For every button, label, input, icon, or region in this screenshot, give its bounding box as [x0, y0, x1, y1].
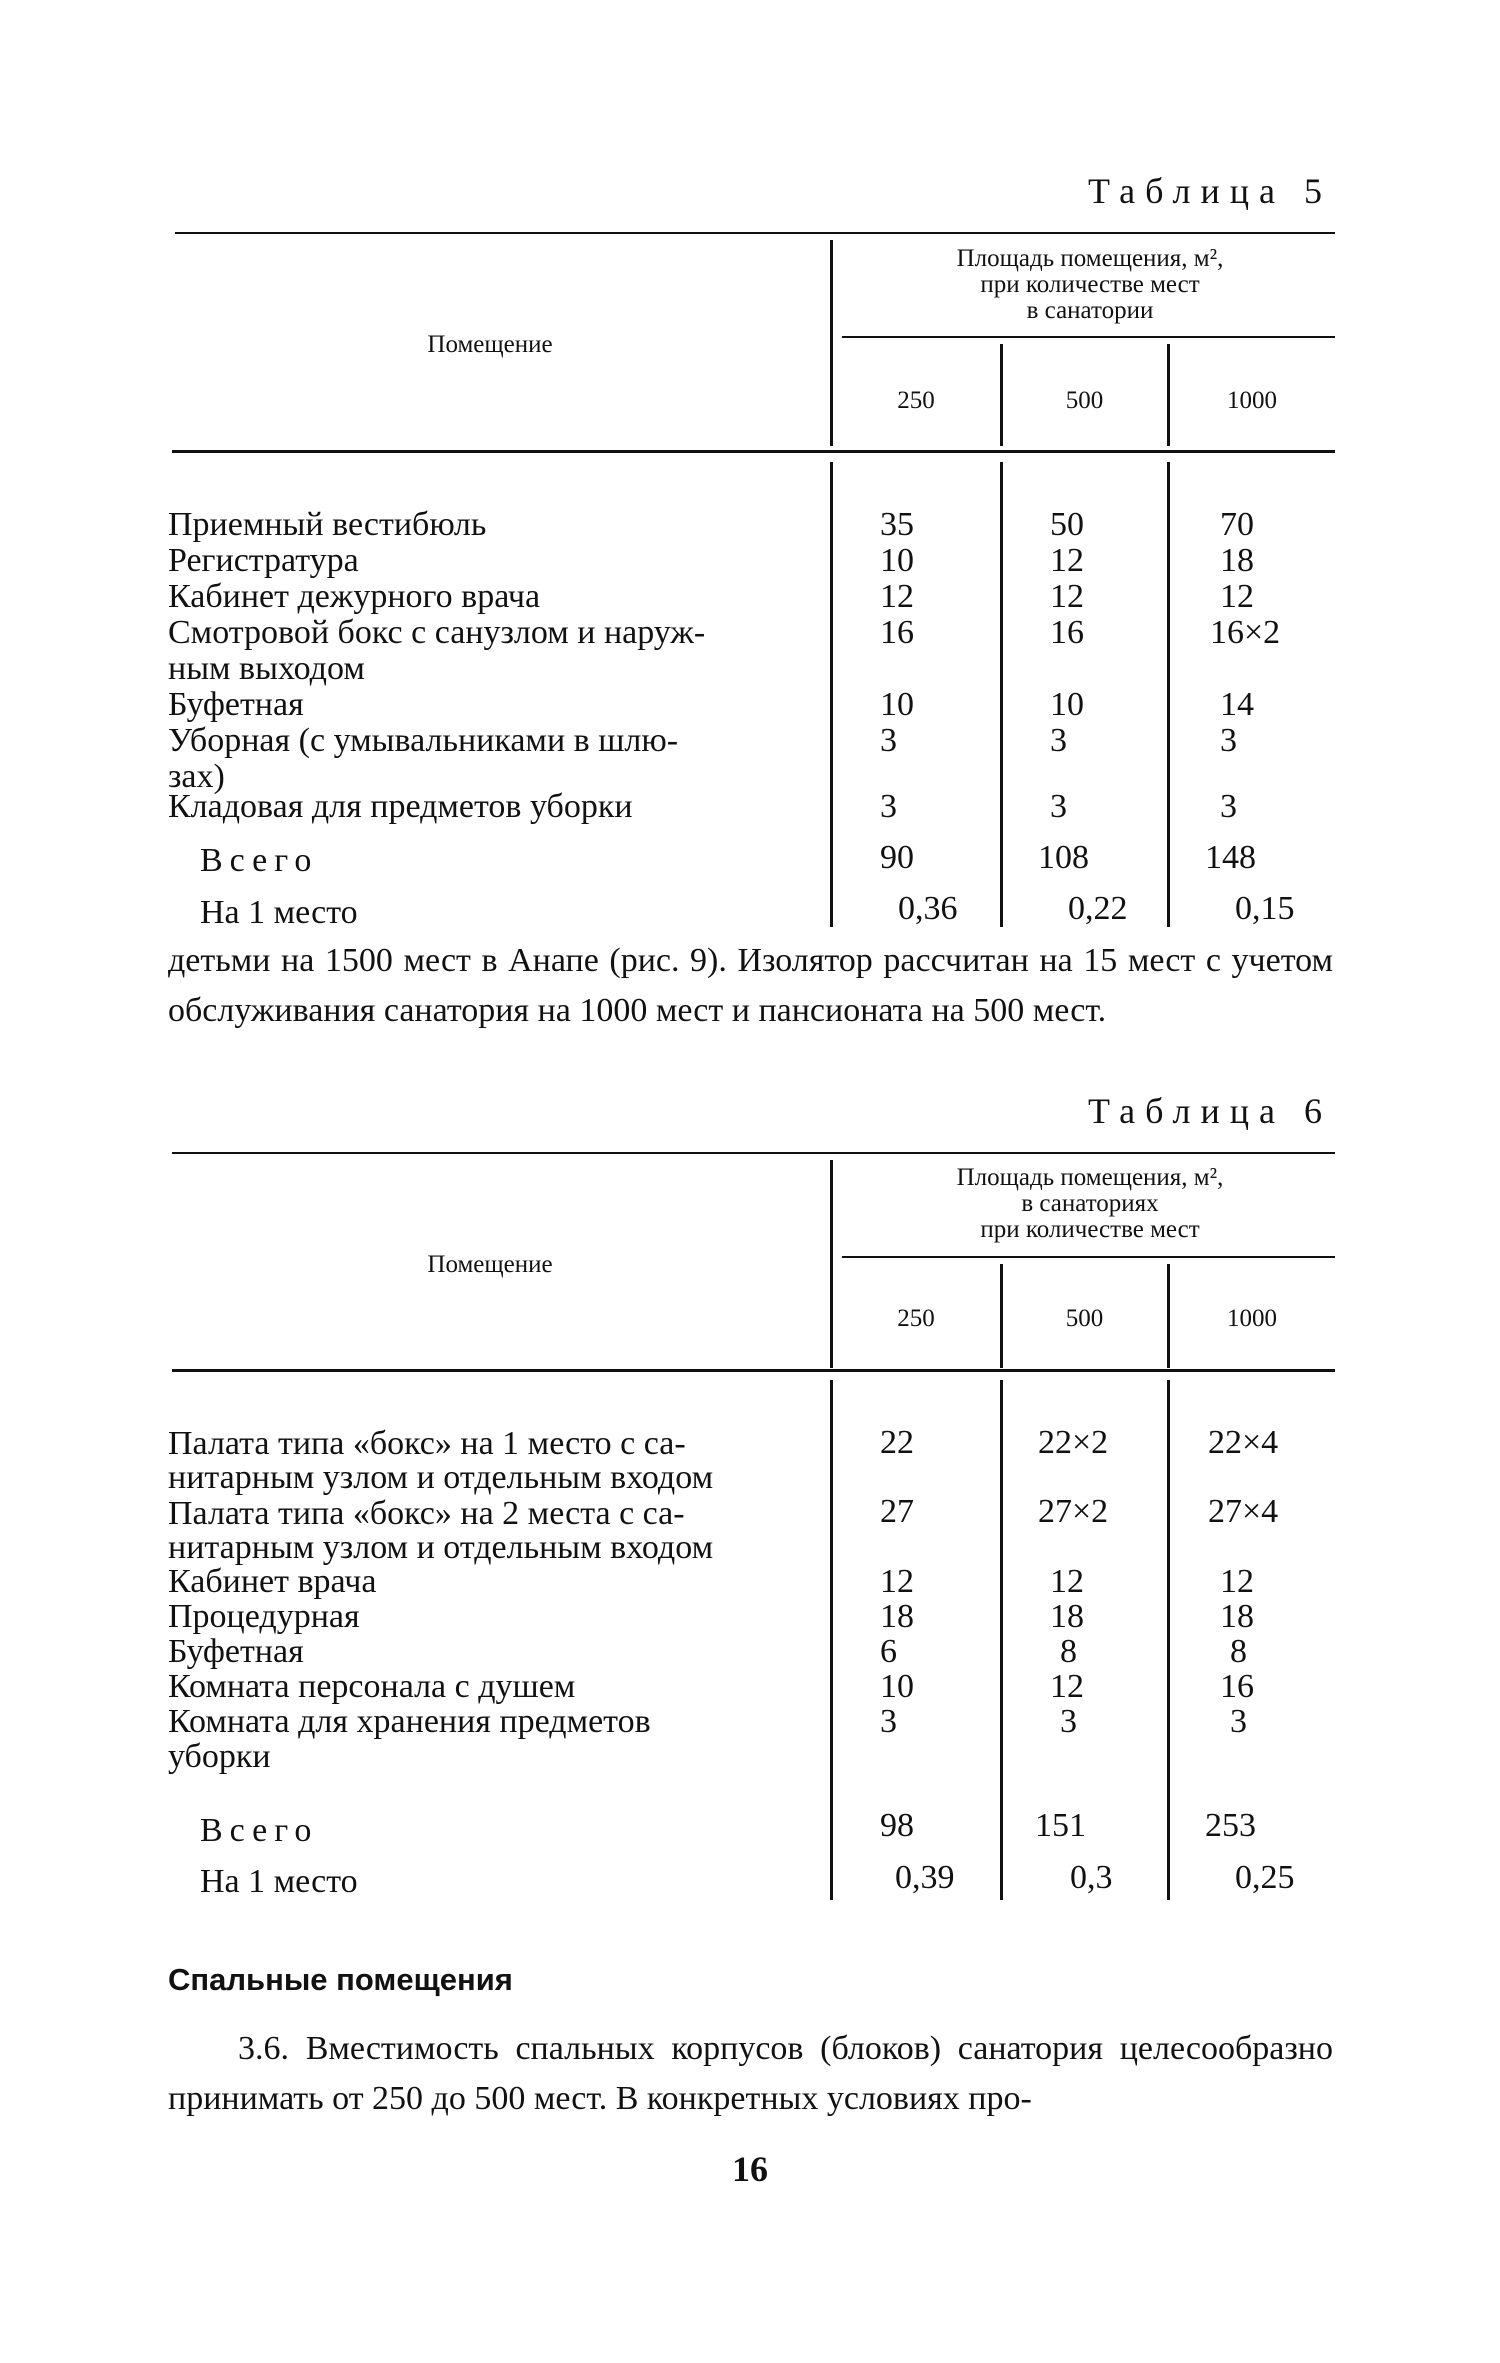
table-6-cell: 12: [880, 1563, 914, 1600]
table-6-header-area: Площадь помещения, м², в санаториях при количестве мест: [956, 1164, 1224, 1243]
table-5-cell: 16: [880, 614, 914, 651]
table-5-row-label: Регистратура: [168, 542, 359, 579]
table-5-cell: 18: [1220, 542, 1254, 579]
table-6-cell: 22×2: [1038, 1424, 1109, 1461]
section-heading: Спальные помещения: [168, 1962, 513, 1997]
table-5-cell: 50: [1050, 506, 1084, 543]
table-6-title: Таблица 6: [1088, 1091, 1332, 1131]
table-5-cell: 10: [880, 542, 914, 579]
table-6-cell: 22×4: [1208, 1424, 1279, 1461]
table-6-per-place-cell: 0,39: [895, 1859, 955, 1896]
table-5-per-place-label: На 1 место: [200, 894, 358, 931]
table-6-body-col-divider-2: [1167, 1380, 1170, 1900]
table-6-total-label: Всего: [200, 1812, 319, 1849]
table-6-row-label: нитарным узлом и отдельным входом: [168, 1529, 714, 1566]
table-6-cell: 12: [1050, 1563, 1084, 1600]
table-6-total-cell: 98: [880, 1807, 914, 1844]
table-6-cell: 22: [880, 1424, 914, 1461]
table-5-row-label: Буфетная: [168, 686, 304, 723]
table-5-row-label: зах): [168, 758, 225, 795]
table-5-col-250: 250: [897, 387, 935, 414]
table-6-col-1000: 1000: [1227, 1305, 1277, 1332]
table-5-header-room: Помещение: [427, 331, 553, 358]
table-5-header-rule: [172, 450, 1335, 453]
table-5-cell: 16×2: [1210, 614, 1281, 651]
table-6-header-rule: [172, 1369, 1335, 1372]
table-6-row-label: уборки: [168, 1738, 271, 1775]
table-6-header-room: Помещение: [427, 1251, 553, 1278]
table-6-total-cell: 151: [1035, 1807, 1086, 1844]
table-6-total-cell: 253: [1205, 1807, 1256, 1844]
table-5-cell: 3: [1050, 788, 1067, 825]
table-5-cell: 3: [880, 788, 897, 825]
table-6-row-label: нитарным узлом и отдельным входом: [168, 1459, 714, 1496]
table-5-subheader-rule: [842, 336, 1335, 338]
table-5-header-divider: [830, 240, 833, 446]
table-6-row-label: Палата типа «бокс» на 1 место с са-: [168, 1425, 686, 1462]
table-6-per-place-label: На 1 место: [200, 1863, 358, 1900]
table-5-header-area: Площадь помещения, м², при количестве мест в санатории: [956, 245, 1224, 324]
table-5-cell: 12: [880, 578, 914, 615]
table-6-row-label: Процедурная: [168, 1598, 360, 1635]
table-6-cell: 3: [1060, 1703, 1077, 1740]
body-paragraph: детьми на 1500 мест в Анапе (рис. 9). Изолятор рассчитан на 15 мест с учетом обслуживания санатория на 1000 мест и пансионата на 500 мест.: [168, 942, 1333, 1029]
table-5-cell: 16: [1050, 614, 1084, 651]
page-number: 16: [732, 2149, 768, 2189]
table-6-cell: 27: [880, 1493, 914, 1530]
table-5-cell: 12: [1050, 578, 1084, 615]
table-6-cell: 18: [1050, 1598, 1084, 1635]
table-6-row-label: Комната персонала с душем: [168, 1668, 576, 1705]
table-5-per-place-cell: 0,22: [1068, 890, 1128, 927]
table-6-col-250: 250: [897, 1305, 935, 1332]
table-6-row-label: Палата типа «бокс» на 2 места с са-: [168, 1495, 685, 1532]
table-6-cell: 27×4: [1208, 1493, 1279, 1530]
table-6-cell: 18: [1220, 1598, 1254, 1635]
table-5-row-label: Кабинет дежурного врача: [168, 578, 541, 615]
table-5-row-label: Кладовая для предметов уборки: [168, 788, 633, 825]
table-6-header-divider: [830, 1160, 833, 1368]
table-5-row-label: Смотровой бокс с санузлом и наруж-: [168, 614, 706, 651]
table-5-cell: 3: [1050, 722, 1067, 759]
table-5-cell: 3: [1220, 788, 1237, 825]
table-6-cell: 16: [1220, 1668, 1254, 1705]
table-5-per-place-cell: 0,36: [898, 890, 958, 927]
body-paragraph: 3.6. Вместимость спальных корпусов (блоков) санатория целесообразно принимать от 250 до 500 мест. В конкретных условиях про-: [168, 2030, 1333, 2117]
table-6-cell: 8: [1230, 1633, 1247, 1670]
table-5-title: Таблица 5: [1088, 171, 1332, 211]
table-5-total-cell: 148: [1205, 839, 1256, 876]
table-5-col-500: 500: [1065, 387, 1104, 414]
table-6-cell: 12: [1220, 1563, 1254, 1600]
table-5-cell: 3: [1220, 722, 1237, 759]
table-6-cell: 10: [880, 1668, 914, 1705]
table-6-cell: 3: [1230, 1703, 1247, 1740]
table-6-per-place-cell: 0,3: [1070, 1859, 1113, 1896]
table-6-row-label: Кабинет врача: [168, 1563, 377, 1600]
table-5-total-cell: 108: [1038, 839, 1089, 876]
table-5-cell: 35: [880, 506, 914, 543]
table-5-cell: 3: [880, 722, 897, 759]
table-5-cell: 10: [1050, 686, 1084, 723]
table-6-per-place-cell: 0,25: [1235, 1859, 1295, 1896]
table-5-row-label: Приемный вестибюль: [168, 506, 487, 543]
table-6-cell: 12: [1050, 1668, 1084, 1705]
table-5-row-label: Уборная (с умывальниками в шлю-: [168, 722, 679, 759]
table-5-col-1000: 1000: [1227, 387, 1277, 414]
table-6-cell: 3: [880, 1703, 897, 1740]
table-5-cell: 14: [1220, 686, 1254, 723]
table-5-cell: 10: [880, 686, 914, 723]
table-5-top-rule: [175, 232, 1335, 234]
table-6-col-500: 500: [1065, 1305, 1104, 1332]
table-6-cell: 8: [1060, 1633, 1077, 1670]
table-6-cell: 18: [880, 1598, 914, 1635]
table-5-total-cell: 90: [880, 839, 914, 876]
table-5-cell: 70: [1220, 506, 1254, 543]
table-6-subheader-rule: [842, 1256, 1335, 1258]
table-5-row-label: ным выходом: [168, 650, 365, 687]
table-5-total-label: Всего: [200, 842, 319, 879]
table-6-top-rule: [172, 1152, 1335, 1154]
table-5-body-col-divider-1: [1000, 462, 1003, 927]
table-5-per-place-cell: 0,15: [1235, 890, 1295, 927]
table-6-body-col-divider-1: [1000, 1380, 1003, 1900]
table-6-cell: 6: [880, 1633, 897, 1670]
table-6-row-label: Комната для хранения предметов: [168, 1703, 651, 1740]
table-6-cell: 27×2: [1038, 1493, 1109, 1530]
table-5-body-col-divider-2: [1167, 462, 1170, 927]
table-5-cell: 12: [1220, 578, 1254, 615]
table-5-cell: 12: [1050, 542, 1084, 579]
table-6-row-label: Буфетная: [168, 1633, 304, 1670]
